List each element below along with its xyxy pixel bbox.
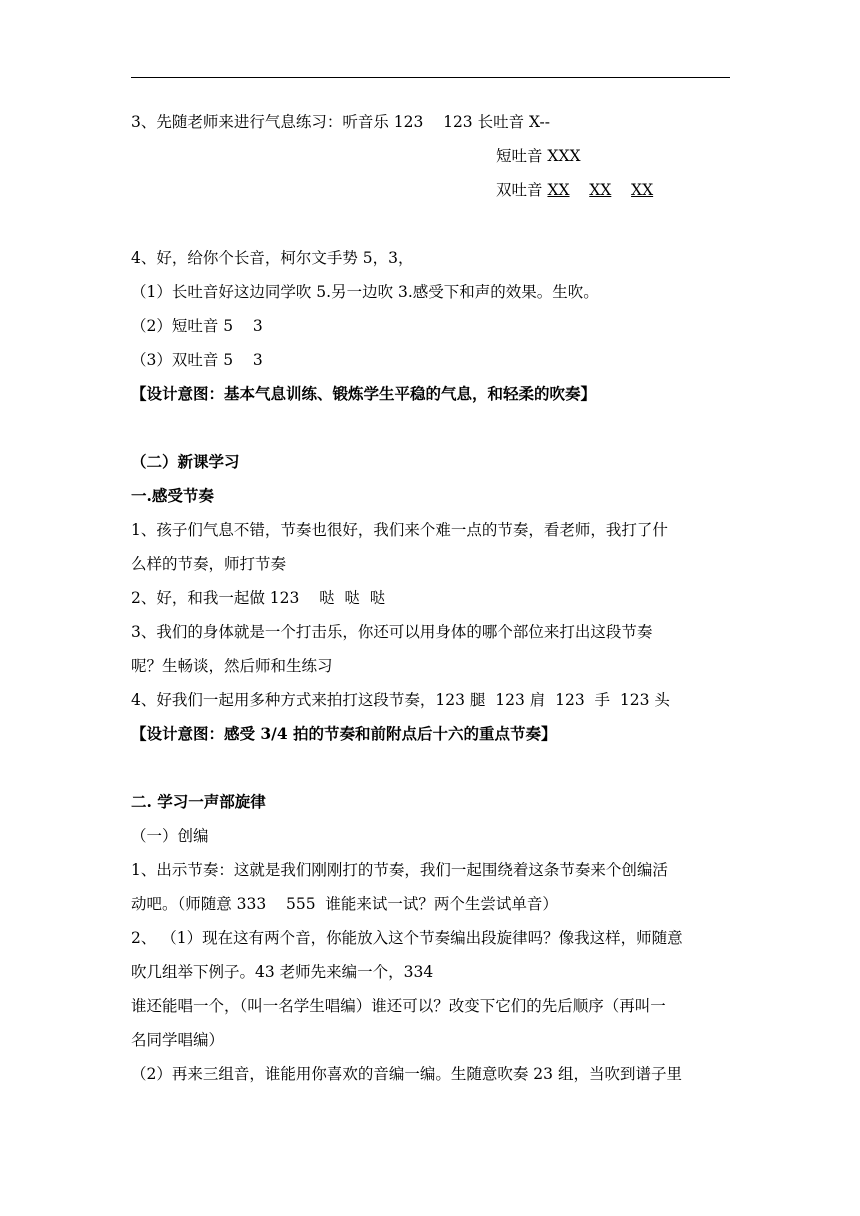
text-line: 3、我们的身体就是一个打击乐，你还可以用身体的哪个部位来打出这段节奏: [131, 623, 653, 641]
text-line: （3）双吐音 5 3: [131, 351, 263, 369]
section-heading: （二）新课学习: [131, 452, 240, 471]
text-line: 动吧。（师随意 333 555 谁能来试一试？两个生尝试单音）: [131, 895, 558, 913]
text-line: 么样的节奏，师打节奏: [131, 555, 287, 573]
rhythm-xx: XX: [631, 181, 654, 199]
text-line: （一）创编: [131, 827, 209, 845]
rhythm-xx: XX: [547, 181, 570, 199]
text-line: 4、好，给你个长音，柯尔文手势 5，3，: [131, 249, 414, 267]
text-line: 1、出示节奏：这就是我们刚刚打的节奏，我们一起围绕着这条节奏来个创编活: [131, 861, 668, 879]
text-line: 3、先随老师来进行气息练习：听音乐 123 123 长吐音 X--: [131, 113, 550, 131]
text-line: 2、好，和我一起做 123 哒 哒 哒: [131, 589, 386, 607]
text-line: 名同学唱编）: [131, 1031, 225, 1049]
subsection-heading: 二. 学习一声部旋律: [131, 792, 266, 811]
text-line: 谁还能唱一个，（叫一名学生唱编）谁还可以？改变下它们的先后顺序（再叫一: [131, 997, 666, 1015]
text-line: 短吐音 XXX: [496, 147, 581, 165]
text-line: 呢？生畅谈，然后师和生练习: [131, 657, 333, 675]
text-line: 2、 （1）现在这有两个音，你能放入这个节奏编出段旋律吗？像我这样，师随意: [131, 929, 683, 947]
subsection-heading: 一.感受节奏: [131, 486, 214, 505]
text-line: 吹几组举下例子。43 老师先来编一个，334: [131, 963, 434, 981]
double-tongue-label: 双吐音: [496, 181, 543, 199]
text-line: 4、好我们一起用多种方式来拍打这段节奏，123 腿 123 肩 123 手 123 头: [131, 691, 670, 709]
design-intent-note: 【设计意图：基本气息训练、锻炼学生平稳的气息，和轻柔的吹奏】: [131, 384, 597, 403]
text-line: （1）长吐音好这边同学吹 5.另一边吹 3.感受下和声的效果。生吹。: [131, 283, 599, 301]
text-line: 1、孩子们气息不错，节奏也很好，我们来个难一点的节奏，看老师，我打了什: [131, 521, 668, 539]
header-rule: [131, 77, 730, 78]
rhythm-xx: XX: [589, 181, 612, 199]
design-intent-note: 【设计意图：感受 3/4 拍的节奏和前附点后十六的重点节奏】: [131, 724, 557, 743]
text-line-double-tongue: [496, 180, 653, 200]
text-line: （2）短吐音 5 3: [131, 317, 263, 335]
text-line: （2）再来三组音，谁能用你喜欢的音编一编。生随意吹奏 23 组，当吹到谱子里: [131, 1065, 682, 1083]
